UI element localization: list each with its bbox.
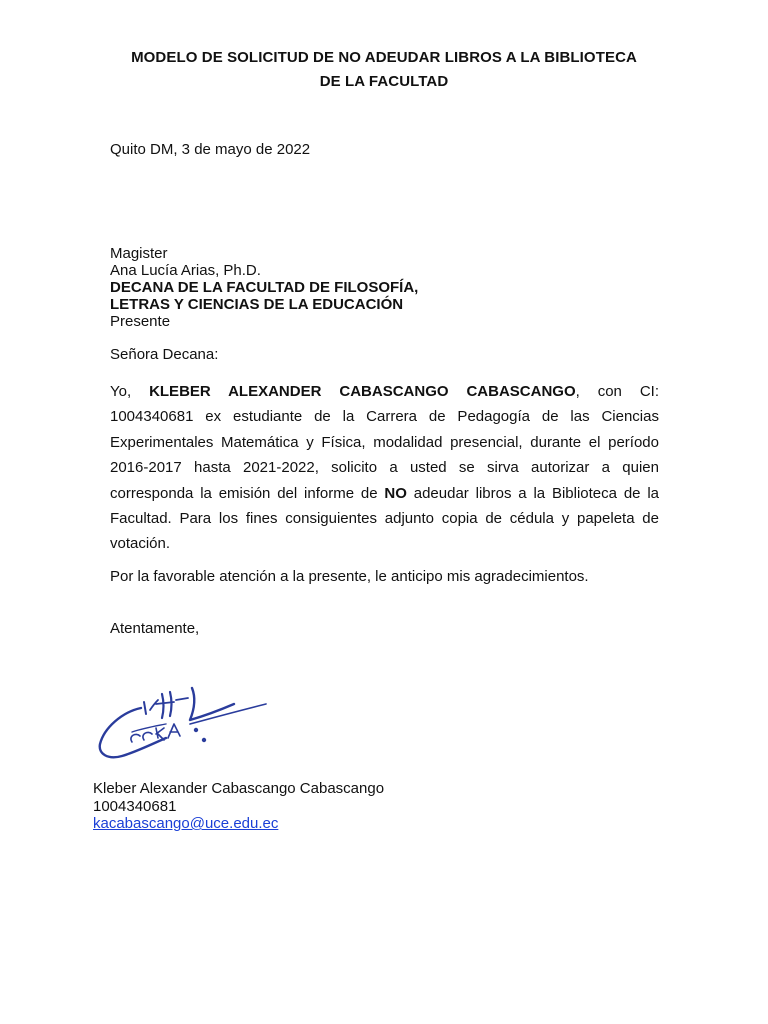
body-paragraph	[110, 379, 659, 557]
body-part-1: , con CI: 1004340681 ex estudiante de la Carrera de Pedagogía de las Ciencias Experimentales Matemática y Física, modalidad presencial, durante el período 2016-2017 hasta 2021-2022, solicito a usted se sirva autorizar a quien corresponda la emisión del informe de	[110, 383, 659, 502]
body-emphasis: NO	[384, 484, 407, 502]
signer-id: 1004340681	[93, 797, 177, 815]
signer-email-link[interactable]: kacabascango@uce.edu.ec	[93, 815, 279, 832]
signer-name: Kleber Alexander Cabascango Cabascango	[93, 780, 385, 797]
handwritten-signature	[92, 680, 272, 764]
regards: Atentamente,	[110, 620, 200, 637]
place-date: Quito DM, 3 de mayo de 2022	[110, 141, 311, 158]
title-line-1: MODELO DE SOLICITUD DE NO ADEUDAR LIBROS A LA BIBLIOTECA	[131, 49, 637, 66]
closing-paragraph: Por la favorable atención a la presente, le anticipo mis agradecimientos.	[110, 568, 589, 585]
recipient-honorific: Magister	[110, 245, 168, 262]
recipient-position-line-1: DECANA DE LA FACULTAD DE FILOSOFÍA,	[110, 279, 419, 296]
student-name: KLEBER ALEXANDER CABASCANGO CABASCANGO	[149, 383, 576, 400]
recipient-presente: Presente	[110, 313, 171, 330]
body-part-2: adeudar libros a la Biblioteca de la Facultad. Para los fines consiguientes adjunto copia de cédula y papeleta de votación.	[110, 484, 659, 553]
title-line-2: DE LA FACULTAD	[319, 73, 449, 90]
document-title	[80, 46, 688, 94]
salutation: Señora Decana:	[110, 346, 219, 363]
recipient-position-line-2: LETRAS Y CIENCIAS DE LA EDUCACIÓN	[110, 296, 404, 313]
recipient-block	[110, 245, 418, 330]
body-intro: Yo,	[110, 383, 150, 400]
signer-block	[93, 780, 384, 833]
recipient-name: Ana Lucía Arias, Ph.D.	[110, 262, 261, 279]
